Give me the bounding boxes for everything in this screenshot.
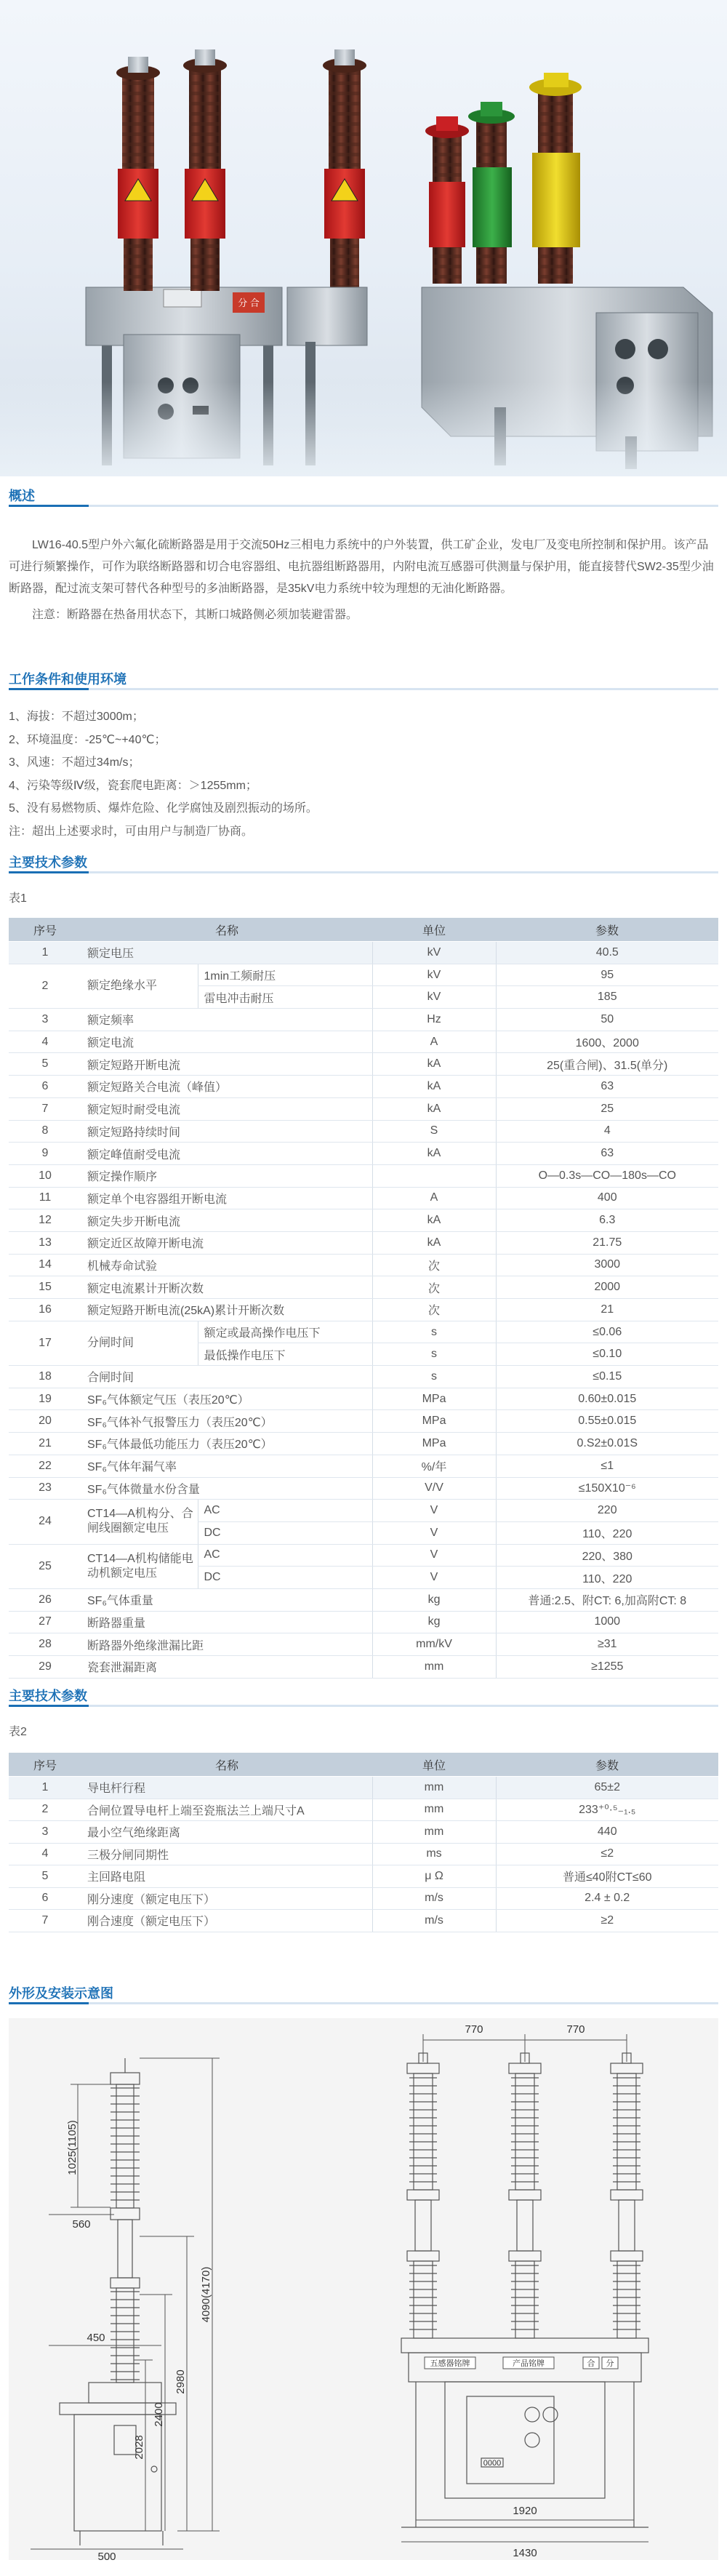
cell-name: 分闸时间	[81, 1321, 198, 1365]
condition-item: 3、风速：不超过34m/s；	[9, 756, 140, 769]
table-row	[9, 1777, 718, 1799]
cell-unit: mm	[372, 1799, 496, 1821]
cell-unit: kV	[372, 942, 496, 964]
cell-value: 21.75	[496, 1231, 718, 1254]
cell-unit: kA	[372, 1053, 496, 1076]
cell-name: 最小空气绝缘距离	[81, 1821, 372, 1844]
dim-label: 1025(1105)	[66, 2120, 79, 2175]
dim-label: 1920	[513, 2505, 537, 2517]
table-row	[9, 1031, 718, 1053]
cell-no: 29	[9, 1656, 81, 1679]
cell-value: 0.55±0.015	[496, 1410, 718, 1433]
cell-no: 22	[9, 1455, 81, 1477]
panel-label: 产品铭牌	[513, 2359, 545, 2368]
cell-value: ≤0.15	[496, 1366, 718, 1388]
cell-unit: ms	[372, 1843, 496, 1865]
cell-no: 13	[9, 1231, 81, 1254]
cell-no: 5	[9, 1053, 81, 1076]
cell-value: 1600、2000	[496, 1031, 718, 1053]
cell-name: 合闸位置导电杆上端至瓷瓶法兰上端尺寸A	[81, 1799, 372, 1821]
cell-unit: mm/kV	[372, 1633, 496, 1656]
cell-unit: mm	[372, 1777, 496, 1799]
table-row	[9, 1209, 718, 1232]
cell-unit: 次	[372, 1276, 496, 1299]
cell-name: 机械寿命试验	[81, 1254, 372, 1276]
col-value: 参数	[496, 1753, 718, 1777]
cell-value: ≤1	[496, 1455, 718, 1477]
cell-value: 2000	[496, 1276, 718, 1299]
cell-subname: DC	[198, 1521, 372, 1544]
cell-unit: %/年	[372, 1455, 496, 1477]
table-row	[9, 1455, 718, 1477]
dim-label: 500	[97, 2551, 116, 2560]
table-row	[9, 1143, 718, 1165]
cell-unit: kA	[372, 1097, 496, 1120]
cell-name: 三极分闸同期性	[81, 1843, 372, 1865]
cell-no: 23	[9, 1477, 81, 1500]
col-value: 参数	[496, 918, 718, 942]
table-row	[9, 1544, 718, 1567]
cell-name: 断路器重量	[81, 1611, 372, 1633]
table-row	[9, 1799, 718, 1821]
table-row	[9, 1821, 718, 1844]
cell-unit: V	[372, 1521, 496, 1544]
table-row	[9, 942, 718, 964]
cell-no: 4	[9, 1031, 81, 1053]
cell-no: 6	[9, 1076, 81, 1098]
cell-name: 额定单个电容器组开断电流	[81, 1187, 372, 1209]
cell-name: 额定电流累计开断次数	[81, 1276, 372, 1299]
cell-name: 导电杆行程	[81, 1777, 372, 1799]
cell-value: ≤150X10⁻⁶	[496, 1477, 718, 1500]
cell-name: SF₆气体补气报警压力（表压20℃）	[81, 1410, 372, 1433]
cell-no: 5	[9, 1865, 81, 1888]
cell-value: 185	[496, 986, 718, 1009]
cell-unit	[372, 1164, 496, 1187]
cell-no: 25	[9, 1544, 81, 1588]
spec-table-2	[9, 1753, 718, 1932]
cell-value: 65±2	[496, 1777, 718, 1799]
cell-name: 刚合速度（额定电压下）	[81, 1910, 372, 1932]
cell-value: 0.S2±0.01S	[496, 1433, 718, 1455]
cell-name: SF₆气体年漏气率	[81, 1455, 372, 1477]
dim-label: 1430	[513, 2547, 537, 2559]
dim-label: 2400	[153, 2402, 165, 2427]
conditions-list	[9, 705, 718, 843]
overview-paragraph: LW16-40.5型户外六氟化硫断路器是用于交流50Hz三相电力系统中的户外装置，供工矿企业，发电厂及变电所控制和保护用。该产品可进行频繁操作，可作为联络断路器和切合电容器组、电抗器组断路器用，内附电流互感器可供测量与保护用，能直接替代SW2-35型少油断路器，配过流支架可替代各种型号的多油断路器，是35kV电力系统中较为理想的无油化断路器。	[9, 539, 714, 595]
cell-value: 25(重合闸)、31.5(单分)	[496, 1053, 718, 1076]
table-row	[9, 1076, 718, 1098]
section-divider	[9, 1705, 718, 1707]
cell-unit: mm	[372, 1821, 496, 1844]
cell-name: 额定频率	[81, 1009, 372, 1031]
cell-value: 400	[496, 1187, 718, 1209]
cell-unit: s	[372, 1366, 496, 1388]
cell-unit: A	[372, 1031, 496, 1053]
table-row	[9, 1053, 718, 1076]
cell-name: 额定电压	[81, 942, 372, 964]
cell-value: 95	[496, 964, 718, 986]
cell-subname: 最低操作电压下	[198, 1343, 372, 1366]
cell-name: 额定短路持续时间	[81, 1120, 372, 1143]
cell-subname: AC	[198, 1544, 372, 1567]
diagram-title: 外形及安装示意图	[9, 1986, 113, 2001]
cell-value: 6.3	[496, 1209, 718, 1232]
cell-value: 25	[496, 1097, 718, 1120]
cell-name: CT14—A机构分、合闸线圈额定电压	[81, 1500, 198, 1544]
cell-no: 14	[9, 1254, 81, 1276]
condition-item: 1、海拔：不超过3000m；	[9, 711, 144, 723]
cell-unit: V	[372, 1544, 496, 1567]
cell-name: 额定绝缘水平	[81, 964, 198, 1008]
cell-unit: kg	[372, 1611, 496, 1633]
table-row	[9, 1276, 718, 1299]
table-row	[9, 1164, 718, 1187]
cell-name: 额定峰值耐受电流	[81, 1143, 372, 1165]
cell-unit: V	[372, 1567, 496, 1589]
condition-item: 5、没有易燃物质、爆炸危险、化学腐蚀及剧烈振动的场所。	[9, 802, 318, 815]
table-row	[9, 1865, 718, 1888]
cell-value: ≥31	[496, 1633, 718, 1656]
cell-name: SF₆气体重量	[81, 1588, 372, 1611]
cell-name: 合闸时间	[81, 1366, 372, 1388]
cell-no: 15	[9, 1276, 81, 1299]
cell-no: 4	[9, 1843, 81, 1865]
cell-value: 0.60±0.015	[496, 1388, 718, 1410]
spec-table-1	[9, 918, 718, 1679]
panel-label: 合	[587, 2359, 595, 2368]
col-no: 序号	[9, 918, 81, 942]
cell-name: SF₆气体额定气压（表压20℃）	[81, 1388, 372, 1410]
cell-no: 19	[9, 1388, 81, 1410]
cell-value: 110、220	[496, 1567, 718, 1589]
cell-name: 主回路电阻	[81, 1865, 372, 1888]
cell-name: 刚分速度（额定电压下）	[81, 1887, 372, 1910]
table1-section-title: 主要技术参数	[9, 855, 87, 870]
box-label: 0000	[483, 2459, 502, 2468]
conditions-title: 工作条件和使用环境	[9, 672, 126, 687]
cell-unit: S	[372, 1120, 496, 1143]
cell-no: 20	[9, 1410, 81, 1433]
cell-name: CT14—A机构储能电动机额定电压	[81, 1544, 198, 1588]
cell-value: ≤0.10	[496, 1343, 718, 1366]
cell-value: 110、220	[496, 1521, 718, 1544]
table-row	[9, 1633, 718, 1656]
cell-no: 17	[9, 1321, 81, 1365]
cell-unit: A	[372, 1187, 496, 1209]
cell-no: 6	[9, 1887, 81, 1910]
cell-unit: mm	[372, 1656, 496, 1679]
cell-name: 额定操作顺序	[81, 1164, 372, 1187]
table-row	[9, 1410, 718, 1433]
cell-no: 28	[9, 1633, 81, 1656]
cell-unit: kA	[372, 1209, 496, 1232]
table-row	[9, 1611, 718, 1633]
cell-value: 220、380	[496, 1544, 718, 1567]
cell-value: 1000	[496, 1611, 718, 1633]
table-row	[9, 1588, 718, 1611]
table-row	[9, 964, 718, 986]
cell-unit: MPa	[372, 1433, 496, 1455]
cell-unit: V/V	[372, 1477, 496, 1500]
col-name: 名称	[81, 1753, 372, 1777]
cell-value: 63	[496, 1143, 718, 1165]
table-row	[9, 1388, 718, 1410]
cell-unit: m/s	[372, 1910, 496, 1932]
cell-subname: 1min工频耐压	[198, 964, 372, 986]
cell-name: 额定近区故障开断电流	[81, 1231, 372, 1254]
cell-no: 10	[9, 1164, 81, 1187]
overview-title: 概述	[9, 489, 35, 503]
table-row	[9, 1910, 718, 1932]
cell-unit: Hz	[372, 1009, 496, 1031]
table-row	[9, 1254, 718, 1276]
dimension-drawing	[9, 2018, 718, 2560]
condition-item: 4、污染等级Ⅳ级，瓷套爬电距离：＞1255mm；	[9, 779, 257, 792]
overview-note: 注意：断路器在热备用状态下，其断口城路侧必须加装避雷器。	[32, 609, 358, 621]
dim-label: 560	[72, 2218, 91, 2231]
cell-unit: 次	[372, 1299, 496, 1321]
dim-label: 770	[566, 2023, 585, 2036]
cell-unit: kA	[372, 1076, 496, 1098]
cell-value: 4	[496, 1120, 718, 1143]
table-header-row	[9, 918, 718, 942]
cell-value: 普通≤40附CT≤60	[496, 1865, 718, 1888]
section-divider	[9, 505, 718, 507]
table-header-row	[9, 1753, 718, 1777]
cell-unit: MPa	[372, 1388, 496, 1410]
table-row	[9, 1366, 718, 1388]
cell-name: 断路器外绝缘泄漏比距	[81, 1633, 372, 1656]
cell-no: 7	[9, 1910, 81, 1932]
cell-subname: DC	[198, 1567, 372, 1589]
cell-unit: s	[372, 1321, 496, 1343]
cell-name: SF₆气体微量水份含量	[81, 1477, 372, 1500]
cell-unit: kV	[372, 986, 496, 1009]
cell-subname: 额定或最高操作电压下	[198, 1321, 372, 1343]
cell-value: 220	[496, 1500, 718, 1522]
cell-no: 27	[9, 1611, 81, 1633]
table-row	[9, 1500, 718, 1522]
cell-name: 额定电流	[81, 1031, 372, 1053]
condition-note: 注：超出上述要求时，可由用户与制造厂协商。	[9, 825, 254, 838]
cell-no: 9	[9, 1143, 81, 1165]
col-unit: 单位	[372, 918, 496, 942]
cell-no: 2	[9, 1799, 81, 1821]
cell-unit: s	[372, 1343, 496, 1366]
table1-label: 表1	[9, 892, 27, 905]
table2-section-title: 主要技术参数	[9, 1689, 87, 1703]
table-row	[9, 1321, 718, 1343]
dim-label: 4090(4170)	[200, 2266, 212, 2323]
cell-unit: kA	[372, 1143, 496, 1165]
cell-no: 2	[9, 964, 81, 1008]
cell-subname: 雷电冲击耐压	[198, 986, 372, 1009]
cell-value: 普通:2.5、附CT: 6,加高附CT: 8	[496, 1588, 718, 1611]
col-unit: 单位	[372, 1753, 496, 1777]
table-row	[9, 1843, 718, 1865]
cell-no: 1	[9, 1777, 81, 1799]
table-row	[9, 1433, 718, 1455]
outline-drawing-svg	[9, 2018, 718, 2560]
cell-value: 63	[496, 1076, 718, 1098]
cell-no: 11	[9, 1187, 81, 1209]
cell-name: SF₆气体最低功能压力（表压20℃）	[81, 1433, 372, 1455]
cell-unit: m/s	[372, 1887, 496, 1910]
table-row	[9, 1009, 718, 1031]
cell-no: 21	[9, 1433, 81, 1455]
condition-item: 2、环境温度：-25℃~+40℃；	[9, 733, 166, 746]
col-name: 名称	[81, 918, 372, 942]
cell-unit: μ Ω	[372, 1865, 496, 1888]
cell-value: O—0.3s—CO—180s—CO	[496, 1164, 718, 1187]
cell-unit: kV	[372, 964, 496, 986]
cell-no: 12	[9, 1209, 81, 1232]
cell-unit: V	[372, 1500, 496, 1522]
cell-no: 8	[9, 1120, 81, 1143]
table-row	[9, 1097, 718, 1120]
cell-name: 额定短路开断电流(25kA)累计开断次数	[81, 1299, 372, 1321]
table-row	[9, 1656, 718, 1679]
cell-name: 瓷套泄漏距离	[81, 1656, 372, 1679]
table-row	[9, 1187, 718, 1209]
section-divider	[9, 871, 718, 873]
cell-name: 额定短路开断电流	[81, 1053, 372, 1076]
panel-label: 五感器铭牌	[430, 2359, 470, 2368]
cell-value: 50	[496, 1009, 718, 1031]
cell-value: 440	[496, 1821, 718, 1844]
cell-value: ≤0.06	[496, 1321, 718, 1343]
dim-label: 770	[465, 2023, 483, 2036]
cell-name: 额定失步开断电流	[81, 1209, 372, 1232]
open-close-label: 分 合	[238, 297, 260, 308]
cell-no: 3	[9, 1821, 81, 1844]
table-row	[9, 1120, 718, 1143]
cell-no: 26	[9, 1588, 81, 1611]
cell-value: ≤2	[496, 1843, 718, 1865]
table-row	[9, 1231, 718, 1254]
cell-no: 18	[9, 1366, 81, 1388]
panel-label: 分	[606, 2359, 614, 2368]
cell-value: ≥2	[496, 1910, 718, 1932]
cell-unit: kA	[372, 1231, 496, 1254]
col-no: 序号	[9, 1753, 81, 1777]
product-hero-image	[0, 0, 727, 476]
cell-unit: MPa	[372, 1410, 496, 1433]
cell-unit: kg	[372, 1588, 496, 1611]
cell-value: ≥1255	[496, 1656, 718, 1679]
cell-no: 1	[9, 942, 81, 964]
dim-label: 450	[87, 2332, 105, 2344]
dim-label: 2028	[133, 2435, 145, 2460]
front-view	[401, 2053, 648, 2527]
cell-no: 24	[9, 1500, 81, 1544]
cell-value: 2.4 ± 0.2	[496, 1887, 718, 1910]
dim-label: 2980	[174, 2369, 187, 2394]
cell-name: 额定短时耐受电流	[81, 1097, 372, 1120]
table-row	[9, 1477, 718, 1500]
cell-subname: AC	[198, 1500, 372, 1522]
cell-name: 额定短路关合电流（峰值）	[81, 1076, 372, 1098]
section-divider	[9, 688, 718, 690]
cell-value: 233⁺⁰·⁵₋₁.₅	[496, 1799, 718, 1821]
cell-value: 40.5	[496, 942, 718, 964]
cell-value: 21	[496, 1299, 718, 1321]
table-row	[9, 1887, 718, 1910]
cell-value: 3000	[496, 1254, 718, 1276]
cell-no: 16	[9, 1299, 81, 1321]
cell-no: 7	[9, 1097, 81, 1120]
cell-unit: 次	[372, 1254, 496, 1276]
section-divider	[9, 2002, 718, 2004]
table2-label: 表2	[9, 1726, 27, 1738]
table-row	[9, 1299, 718, 1321]
cell-no: 3	[9, 1009, 81, 1031]
